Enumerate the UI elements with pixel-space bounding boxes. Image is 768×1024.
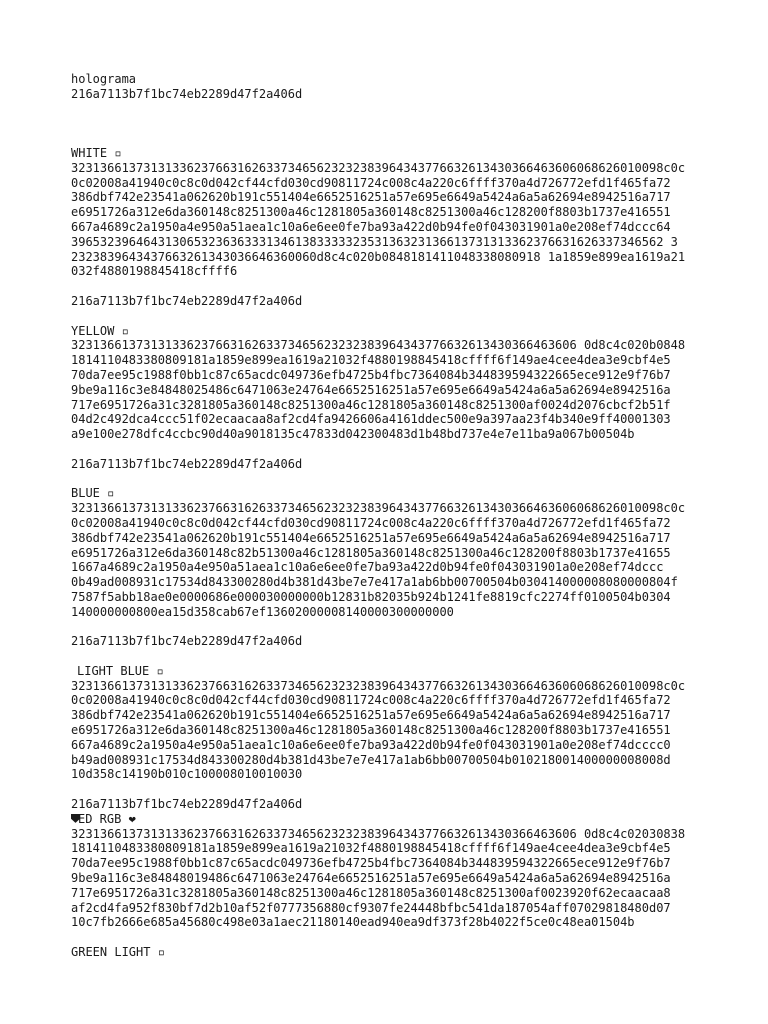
hex-line: 717e6951726a31c3281805a360148c8251300a46c1281805a360148c8251300af0023920f62ecaacaa8 <box>71 885 671 900</box>
spacer <box>71 102 701 132</box>
section-heading-green-light <box>71 945 701 960</box>
spacer <box>71 472 701 487</box>
spacer <box>71 782 701 797</box>
hex-line: a9e100e278dfc4ccbc90d40a9018135c47833d042300483d1b48bd737e4e7e11ba9a067b00504b <box>71 427 635 442</box>
hex-line: e6951726a312e6da360148c82b51300a46c1281805a360148c8251300a46c128200f8803b1737e41655 <box>71 545 671 560</box>
hex-line: b49ad008931c17534d843300280d4b381d43be7e7e417a1ab6bb00700504b010218001400000008008d <box>71 752 671 767</box>
hex-line: 386dbf742e23541a062620b191c551404e6652516251a57e695e6649a5424a6a5a62694e8942516a717 <box>71 190 671 205</box>
spacer <box>71 309 701 324</box>
hex-line: 3231366137313133623766316263373465623232383964343776632613430366463606068626010098c0c <box>71 160 686 175</box>
hex-line: e6951726a312e6da360148c8251300a46c1281805a360148c8251300a46c128200f8803b1737e416551 <box>71 205 671 220</box>
hex-line: 9be9a116c3e84848019486c6471063e24764e6652516251a57e695e6649a5424a6a5a62694e8942516a <box>71 871 671 886</box>
spacer <box>71 619 701 634</box>
hex-block-light-blue <box>71 679 701 783</box>
section-heading-label: LIGHT BLUE <box>77 663 150 678</box>
hex-line: 3231366137313133623766316263373465623232383964343776632613430366463606068626010098c0c <box>71 501 686 516</box>
hex-line: 0b49ad008931c17534d843300280d4b381d43be7e7e417a1ab6bb00700504b030414000008080000804f <box>71 575 678 590</box>
spacer <box>71 442 701 457</box>
hex-line: 1814110483380809181a1859e899ea1619a21032f4880198845418cffff6f149ae4cee4dea3e9cbf4e5 <box>71 841 671 856</box>
spacer <box>71 930 701 945</box>
hex-line: 3965323964643130653236363331346138333332353136323136613731313362376631626337346562 3 <box>71 234 678 249</box>
spacer <box>71 131 701 146</box>
hex-line: 3231366137313133623766316263373465623232383964343776632613430366463606 0d8c4c020b0848 <box>71 338 686 353</box>
hex-line: 667a4689c2a1950a4e950a51aea1c10a6e6ee0fe7ba93a422d0b94fe0f043031901a0e208ef74dccc64 <box>71 219 671 234</box>
hex-line: 386dbf742e23541a062620b191c551404e6652516251a57e695e6649a5424a6a5a62694e8942516a717 <box>71 530 671 545</box>
hex-block-red-rgb <box>71 827 701 931</box>
hex-line: 9be9a116c3e84848025486c6471063e24764e6652516251a57e695e6649a5424a6a5a62694e8942516a <box>71 382 671 397</box>
hex-line: 0c02008a41940c0c8c0d042cf44cfd030cd90811724c008c4a220c6ffff370a4d726772efd1f465fa72 <box>71 175 671 190</box>
section-heading-white <box>71 146 701 161</box>
spacer <box>71 279 701 294</box>
section-heading-yellow <box>71 324 701 339</box>
hex-line: 032f4880198845418cffff6 <box>71 264 238 279</box>
hex-line: 70da7ee95c1988f0bb1c87c65acdc049736efb4725b4fbc7364084b344839594322665ece912e9f76b7 <box>71 367 671 382</box>
section-heading-label: ED RGB ❤ <box>78 811 136 826</box>
section-heading-blue <box>71 486 701 501</box>
square-icon: ▫ <box>121 323 129 338</box>
section-heading-label: GREEN LIGHT <box>71 945 151 960</box>
section-hash: 216a7113b7f1bc74eb2289d47f2a406d <box>71 293 303 308</box>
section-heading-label: WHITE <box>71 145 108 160</box>
square-icon: ▫ <box>114 145 122 160</box>
hex-line: 1667a4689c2a1950a4e950a51aea1c10a6e6ee0fe7ba93a422d0b94fe0f043031901a0e208ef74dccc <box>71 560 664 575</box>
square-icon: ▫ <box>107 486 115 501</box>
hex-line: 70da7ee95c1988f0bb1c87c65acdc049736efb4725b4fbc7364084b344839594322665ece912e9f76b7 <box>71 856 671 871</box>
hex-line: 1814110483380809181a1859e899ea1619a21032f4880198845418cffff6f149ae4cee4dea3e9cbf4e5 <box>71 353 671 368</box>
hex-line: 3231366137313133623766316263373465623232383964343776632613430366463606 0d8c4c02030838 <box>71 826 686 841</box>
section-heading-label: BLUE <box>71 486 100 501</box>
document-hash: 216a7113b7f1bc74eb2289d47f2a406d <box>71 86 303 101</box>
section-heading-light-blue <box>71 664 701 679</box>
square-icon: ▫ <box>157 945 165 960</box>
square-icon: ▫ <box>156 663 164 678</box>
hex-line: 667a4689c2a1950a4e950a51aea1c10a6e6ee0fe7ba93a422d0b94fe0f043031901a0e208ef74dcccc0 <box>71 737 671 752</box>
hex-block-yellow <box>71 338 701 442</box>
hex-line: 10c7fb2666e685a45680c498e03a1aec21180140ead940ea9df373f28b4022f5ce0c48ea01504b <box>71 915 635 930</box>
hex-line: 0c02008a41940c0c8c0d042cf44cfd030cd90811724c008c4a220c6ffff370a4d726772efd1f465fa72 <box>71 515 671 530</box>
hex-line: 140000000800ea15d358cab67ef13602000008140000300000000 <box>71 604 454 619</box>
spacer <box>71 649 701 664</box>
hex-line: 0c02008a41940c0c8c0d042cf44cfd030cd90811724c008c4a220c6ffff370a4d726772efd1f465fa72 <box>71 693 671 708</box>
document-page <box>71 72 701 960</box>
section-hash: 216a7113b7f1bc74eb2289d47f2a406d <box>71 634 303 649</box>
hex-line: 7587f5abb18ae0e0000686e000030000000b12831b82035b924b1241fe8819cfc2274ff0100504b0304 <box>71 589 671 604</box>
section-hash: 216a7113b7f1bc74eb2289d47f2a406d <box>71 456 303 471</box>
hex-block-white <box>71 161 701 279</box>
hex-line: 717e6951726a31c3281805a360148c8251300a46c1281805a360148c8251300af0024d2076cbcf2b51f <box>71 397 671 412</box>
hex-line: af2cd4fa952f830bf7d2b10af52f0777356880cf9307fe24448bfbc541da187054aff07029818480d07 <box>71 900 671 915</box>
hex-line: e6951726a312e6da360148c8251300a46c1281805a360148c8251300a46c128200f8803b1737e416551 <box>71 723 671 738</box>
hex-line: 10d358c14190b010c100008010010030 <box>71 767 303 782</box>
hex-block-blue <box>71 501 701 619</box>
hex-line: 04d2c492dca4ccc51f02ecaacaa8af2cd4fa9426606a4161ddec500e9a397aa23f4b340e9ff40001303 <box>71 412 671 427</box>
section-heading-red-rgb <box>71 812 701 827</box>
section-hash: 216a7113b7f1bc74eb2289d47f2a406d <box>71 797 303 812</box>
document-title: holograma <box>71 72 137 86</box>
hex-line: 2323839643437663261343036646360060d8c4c020b0848181411048338080918 1a1859e899ea1619a21 <box>71 249 686 264</box>
section-heading-label: YELLOW <box>71 323 115 338</box>
hex-line: 386dbf742e23541a062620b191c551404e6652516251a57e695e6649a5424a6a5a62694e8942516a717 <box>71 708 671 723</box>
hex-line: 3231366137313133623766316263373465623232383964343776632613430366463606068626010098c0c <box>71 678 686 693</box>
